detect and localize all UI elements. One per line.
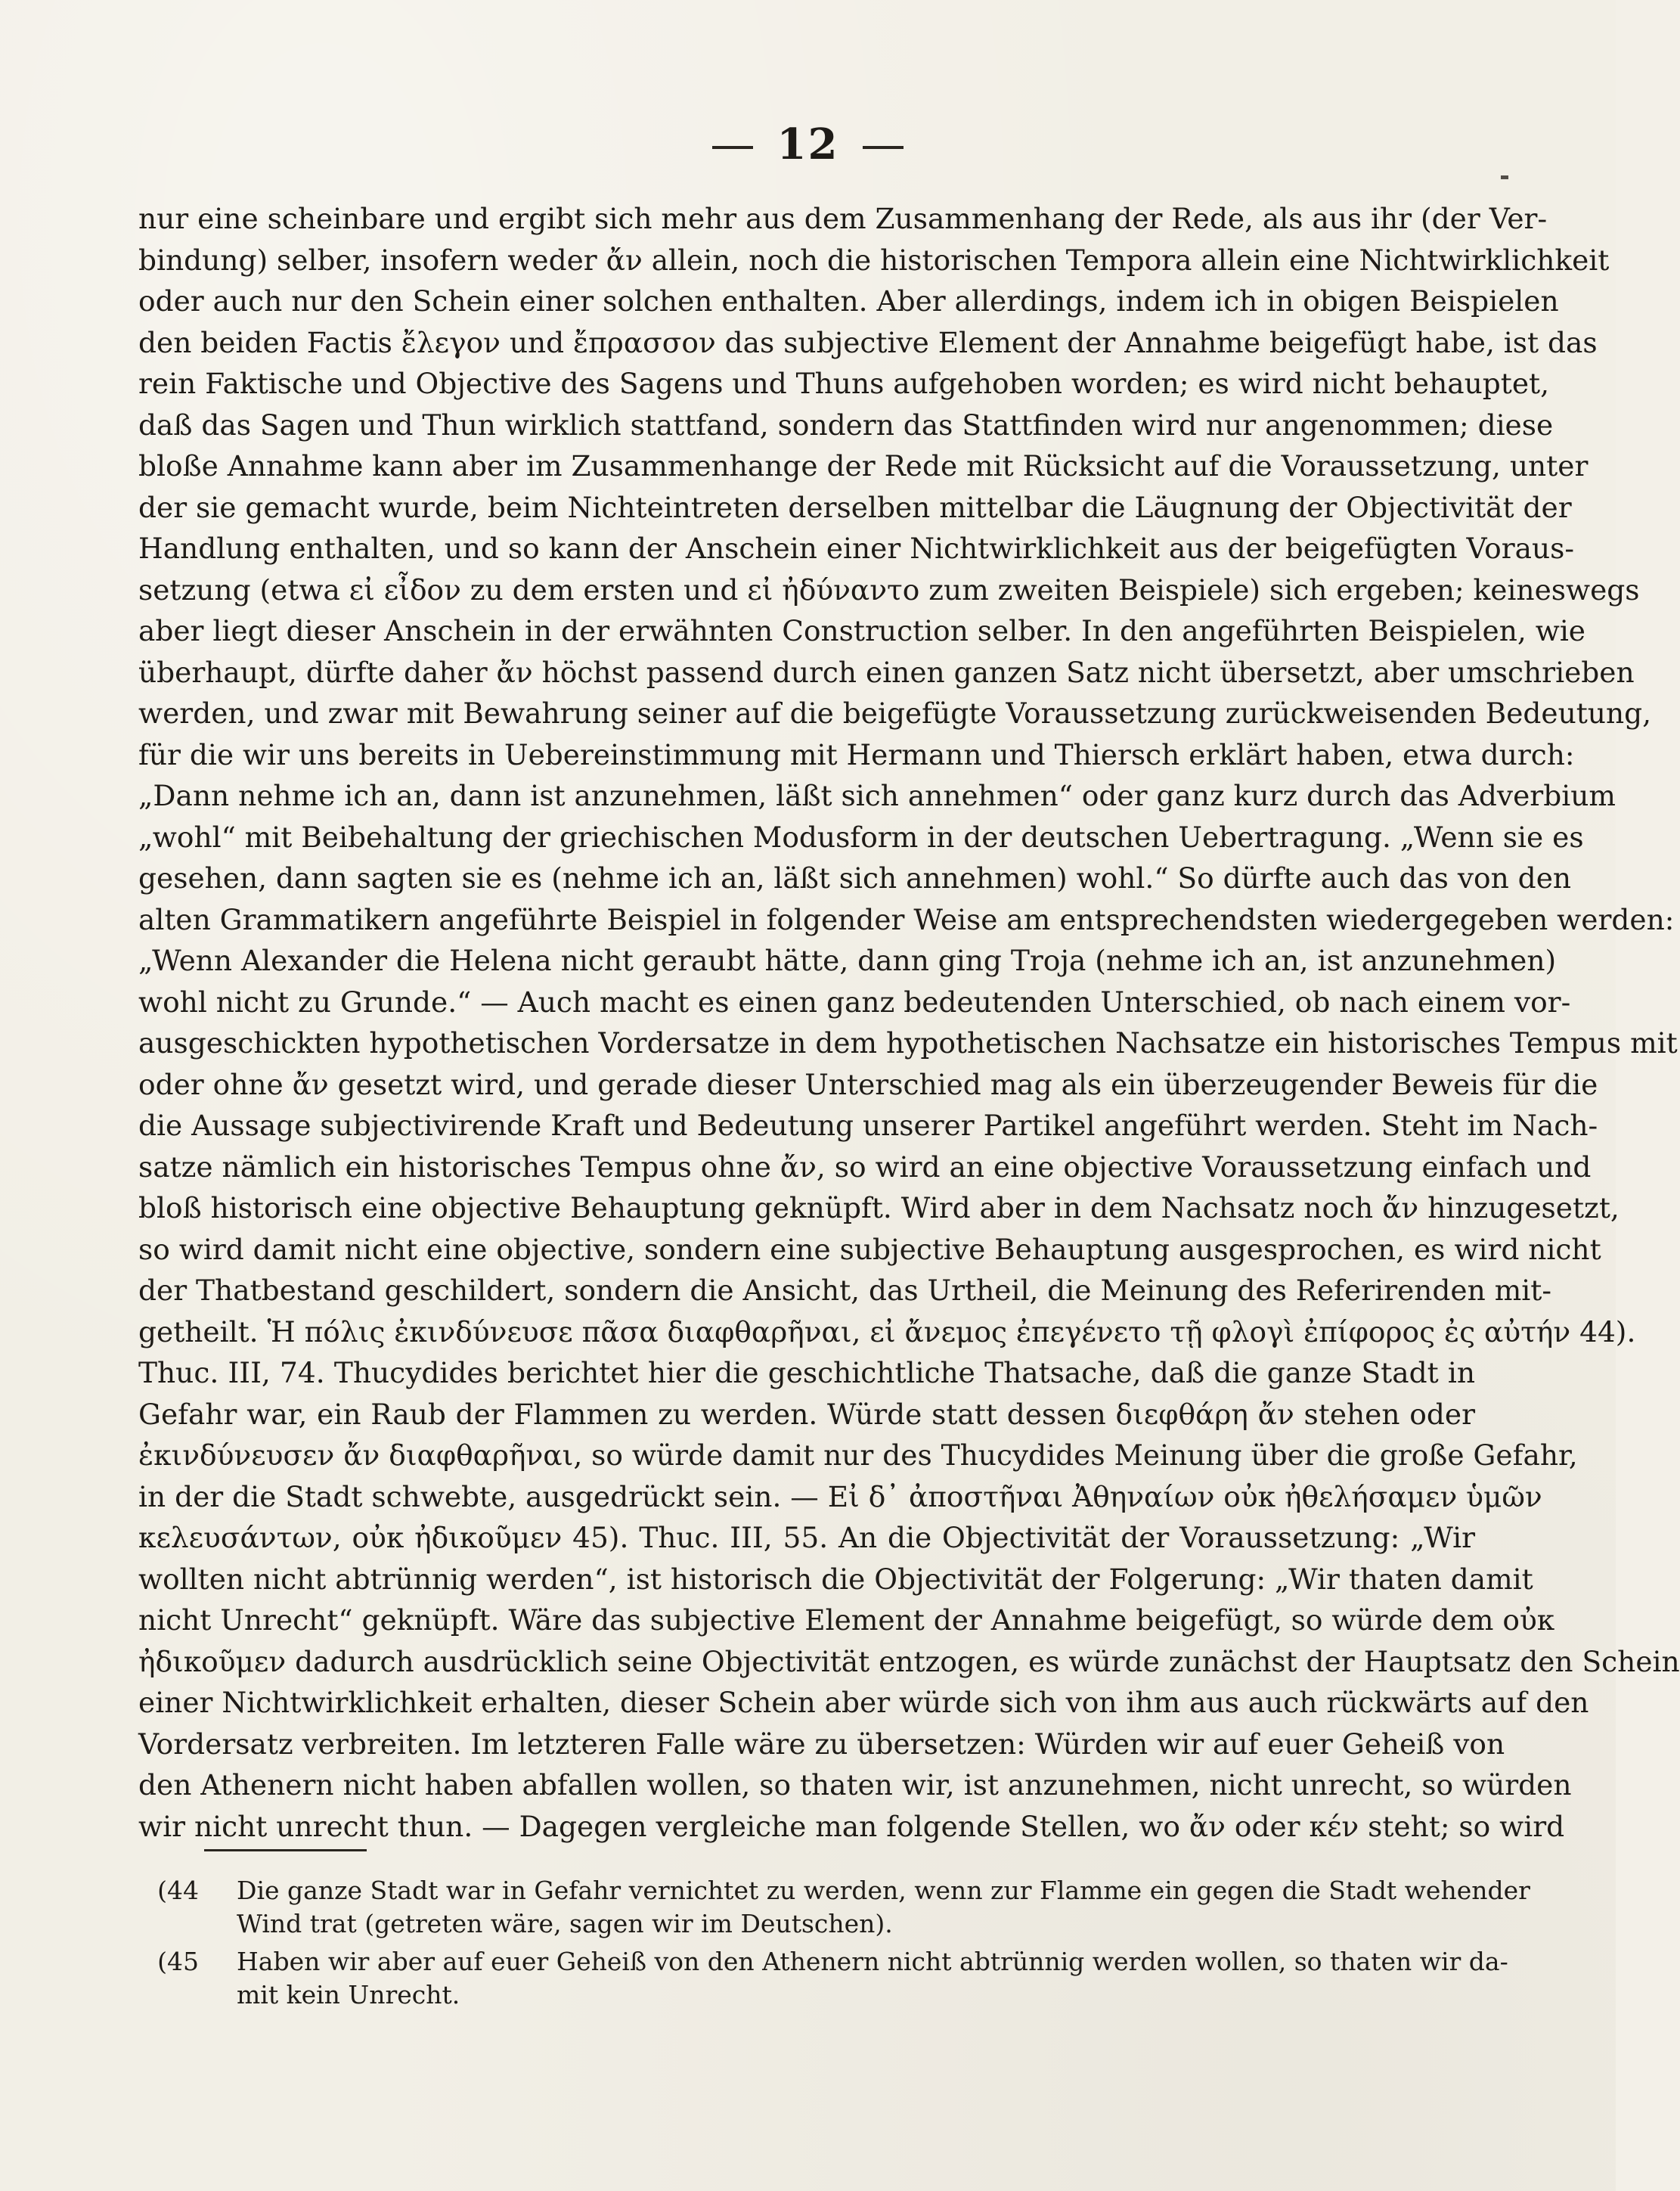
text-line: bloß historisch eine objective Behauptung geknüpft. Wird aber in dem Nachsatz noch ἄν hinzugesetzt, — [138, 1191, 1620, 1224]
text-line: gesehen, dann sagten sie es (nehme ich an, läßt sich annehmen) wohl.“ So dürfte auch das von den — [138, 861, 1572, 895]
text-line: Vordersatz verbreiten. Im letzteren Falle wäre zu übersetzen: Würden wir auf euer Geheiß von — [138, 1727, 1505, 1761]
page-number-dash-right — [863, 146, 904, 149]
text-line: oder auch nur den Schein einer solchen enthalten. Aber allerdings, indem ich in obigen Beispielen — [138, 284, 1559, 318]
text-line: die Aussage subjectivirende Kraft und Bedeutung unserer Partikel angeführt werden. Steht im Nach- — [138, 1109, 1598, 1142]
text-line: nur eine scheinbare und ergibt sich mehr aus dem Zusammenhang der Rede, als aus ihr (der Ver- — [138, 202, 1548, 235]
text-line: ausgeschickten hypothetischen Vordersatze in dem hypothetischen Nachsatze ein historisches Tempus mit — [138, 1026, 1678, 1060]
text-line: rein Faktische und Objective des Sagens und Thuns aufgehoben worden; es wird nicht behauptet, — [138, 367, 1550, 400]
text-line: Handlung enthalten, und so kann der Anschein einer Nichtwirklichkeit aus der beigefügten Voraus- — [138, 532, 1575, 565]
text-line: setzung (etwa εἰ εἶδον zu dem ersten und εἰ ἠδύναντο zum zweiten Beispiele) sich ergeben; keineswegs — [138, 573, 1640, 607]
text-line: werden, und zwar mit Bewahrung seiner auf die beigefügte Voraussetzung zurückweisenden Bedeutung, — [138, 697, 1652, 730]
footnote-line: Wind trat (getreten wäre, sagen wir im Deutschen). — [237, 1909, 893, 1938]
text-line: bindung) selber, insofern weder ἄν allein, noch die historischen Tempora allein eine Nichtwirklichkeit — [138, 243, 1610, 277]
text-line: wollten nicht abtrünnig werden“, ist historisch die Objectivität der Folgerung: „Wir thaten damit — [138, 1562, 1533, 1596]
text-line: „wohl“ mit Beibehaltung der griechischen Modusform in der deutschen Uebertragung. „Wenn sie es — [138, 820, 1584, 854]
text-line: daß das Sagen und Thun wirklich stattfand, sondern das Stattfinden wird nur angenommen; diese — [138, 408, 1554, 442]
footnote-45: 45) Haben wir aber auf euer Geheiß von den Athenern nicht abtrünnig werden wollen, so thaten wir da- mit kein Unrecht. — [138, 1945, 1475, 2012]
page-number-dash-left — [712, 146, 753, 149]
text-line: nicht Unrecht“ geknüpft. Wäre das subjective Element der Annahme beigefügt, so würde dem οὐκ — [138, 1603, 1555, 1637]
text-line: Thuc. III, 74. Thucydides berichtet hier die geschichtliche Thatsache, daß die ganze Stadt in — [138, 1356, 1475, 1389]
text-line: satze nämlich ein historisches Tempus ohne ἄν, so wird an eine objective Voraussetzung einfach und — [138, 1150, 1592, 1184]
footnote-line: mit kein Unrecht. — [237, 1980, 460, 2009]
text-line: einer Nichtwirklichkeit erhalten, dieser Schein aber würde sich von ihm aus auch rückwärts auf den — [138, 1686, 1589, 1719]
text-line: alten Grammatikern angeführte Beispiel in folgender Weise am entsprechendsten wiedergegeben werden: — [138, 902, 1675, 936]
main-text — [138, 198, 1680, 1847]
text-line: der sie gemacht wurde, beim Nichteintreten derselben mittelbar die Läugnung der Objectivität der — [138, 490, 1572, 524]
text-line: für die wir uns bereits in Uebereinstimmung mit Hermann und Thiersch erklärt haben, etwa durch: — [138, 737, 1575, 771]
text-line: überhaupt, dürfte daher ἄν höchst passend durch einen ganzen Satz nicht übersetzt, aber umschrieben — [138, 655, 1635, 689]
text-line: ἐκινδύνευσεν ἄν διαφθαρῆναι, so würde damit nur des Thucydides Meinung über die große Gefahr, — [138, 1438, 1578, 1472]
footnote-line: Haben wir aber auf euer Geheiß von den Athenern nicht abtrünnig werden wollen, so thaten wir da- — [237, 1947, 1508, 1976]
text-line: wohl nicht zu Grunde.“ — Auch macht es einen ganz bedeutenden Unterschied, ob nach einem vor- — [138, 985, 1571, 1019]
footnote-separator — [204, 1849, 367, 1851]
text-line: so wird damit nicht eine objective, sondern eine subjective Behauptung ausgesprochen, es wird nicht — [138, 1232, 1601, 1266]
footnote-44: 44) Die ganze Stadt war in Gefahr vernichtet zu werden, wenn zur Flamme ein gegen die Stadt wehender Wind trat (getreten wäre, sagen wir im Deutschen). — [138, 1874, 1475, 1941]
text-line: den beiden Factis ἔλεγον und ἔπρασσον das subjective Element der Annahme beigefügt habe, ist das — [138, 325, 1598, 359]
text-line: aber liegt dieser Anschein in der erwähnten Construction selber. In den angeführten Beispielen, wie — [138, 614, 1586, 647]
footnotes — [138, 1874, 1530, 2012]
page-number-value: 12 — [776, 119, 839, 169]
text-line: „Dann nehme ich an, dann ist anzunehmen, läßt sich annehmen“ oder ganz kurz durch das Adverbium — [138, 779, 1616, 812]
text-line: κελευσάντων, οὐκ ἠδικοῦμεν 45). Thuc. III, 55. An die Objectivität der Voraussetzung: „Wir — [138, 1521, 1475, 1554]
text-line: wir nicht unrecht thun. — Dagegen vergleiche man folgende Stellen, wo ἄν oder κέν steht; so wird — [138, 1809, 1565, 1843]
text-line: getheilt. Ἡ πόλις ἐκινδύνευσε πᾶσα διαφθαρῆναι, εἰ ἄνεμος ἐπεγένετο τῇ φλογὶ ἐπίφορος ἐς αὐτήν 44). — [138, 1314, 1636, 1348]
footnote-line: Die ganze Stadt war in Gefahr vernichtet zu werden, wenn zur Flamme ein gegen die Stadt wehender — [237, 1876, 1530, 1905]
page-number — [0, 119, 1616, 169]
print-mark — [1501, 175, 1508, 179]
text-line: in der die Stadt schwebte, ausgedrückt sein. — Εἰ δ᾽ ἀποστῆναι Ἀθηναίων οὐκ ἠθελήσαμεν ὑμῶν — [138, 1479, 1542, 1513]
text-line: bloße Annahme kann aber im Zusammenhange der Rede mit Rücksicht auf die Voraussetzung, unter — [138, 449, 1589, 483]
text-line: ἠδικοῦμεν dadurch ausdrücklich seine Objectivität entzogen, es würde zunächst der Hauptsatz den Schein — [138, 1644, 1680, 1678]
text-line: oder ohne ἄν gesetzt wird, und gerade dieser Unterschied mag als ein überzeugender Beweis für die — [138, 1067, 1598, 1101]
text-line: Gefahr war, ein Raub der Flammen zu werden. Würde statt dessen διεφθάρη ἄν stehen oder — [138, 1397, 1475, 1431]
text-line: den Athenern nicht haben abfallen wollen, so thaten wir, ist anzunehmen, nicht unrecht, so würden — [138, 1768, 1572, 1802]
text-line: der Thatbestand geschildert, sondern die Ansicht, das Urtheil, die Meinung des Referirenden mit- — [138, 1274, 1551, 1307]
text-line: „Wenn Alexander die Helena nicht geraubt hätte, dann ging Troja (nehme ich an, ist anzunehmen) — [138, 944, 1557, 977]
